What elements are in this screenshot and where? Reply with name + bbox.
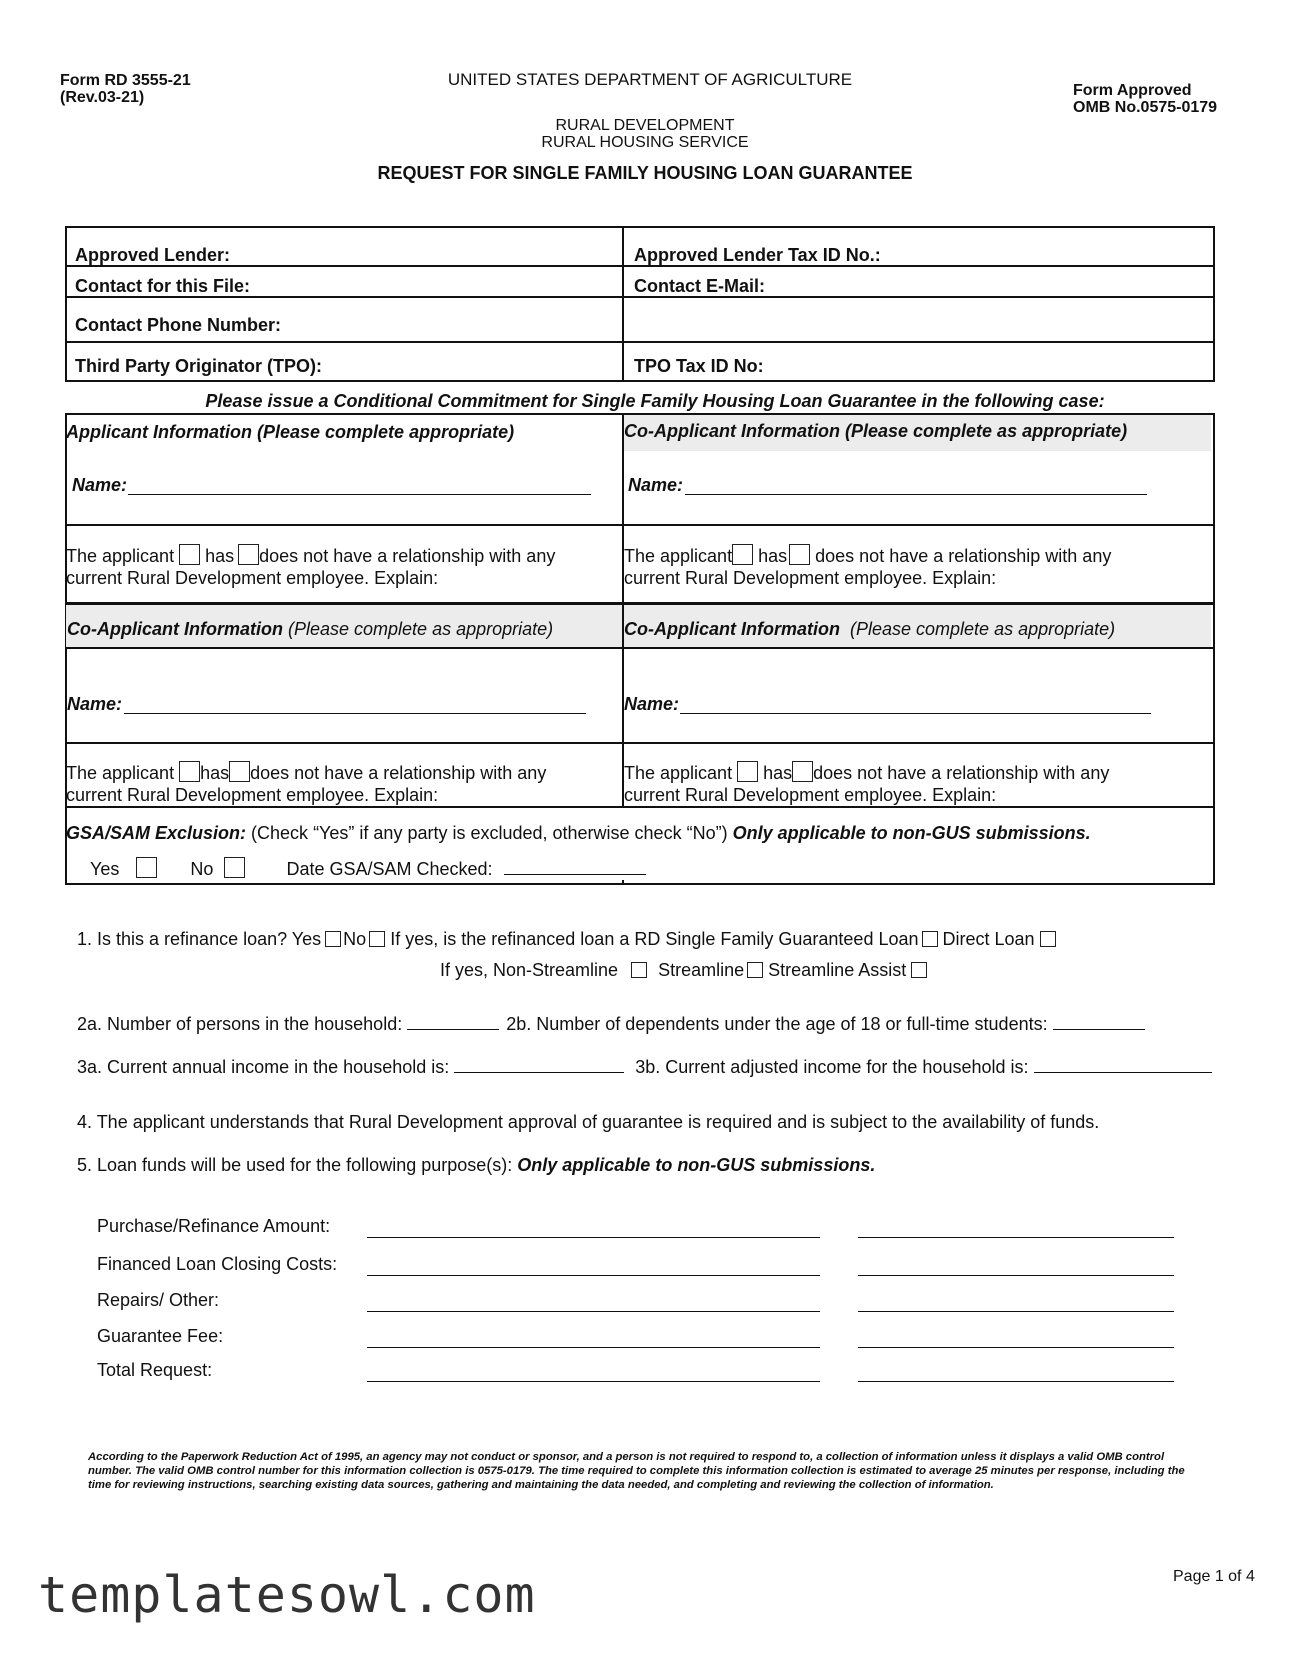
applicant-relationship bbox=[66, 544, 555, 589]
rel-has-label: has bbox=[758, 546, 788, 566]
question-4: 4. The applicant understands that Rural Development approval of guarantee is required and is subject to the availability of funds. bbox=[77, 1112, 1100, 1132]
coapplicant2-relationship bbox=[66, 761, 546, 806]
rel-has-checkbox[interactable] bbox=[732, 544, 753, 565]
omb-number: OMB No.0575-0179 bbox=[1073, 99, 1218, 116]
gsa-yes-label: Yes bbox=[90, 859, 120, 879]
purpose-purchase-field[interactable] bbox=[367, 1237, 820, 1238]
question-3 bbox=[77, 1057, 1212, 1078]
rel-has-checkbox[interactable] bbox=[179, 761, 200, 782]
row-line bbox=[65, 647, 1213, 649]
q1-sfh-label: If yes, is the refinanced loan a RD Single Family Guaranteed Loan bbox=[390, 929, 919, 949]
purpose-closing-field[interactable] bbox=[367, 1275, 820, 1276]
q2b-field[interactable] bbox=[1053, 1029, 1145, 1030]
form-number: Form RD 3555-21 bbox=[60, 72, 191, 89]
purpose-purchase-label: Purchase/Refinance Amount: bbox=[97, 1216, 331, 1236]
q3a-label: 3a. Current annual income in the household is: bbox=[77, 1057, 450, 1077]
watermark: templatesowl.com bbox=[38, 1566, 536, 1624]
purpose-purchase-field-2[interactable] bbox=[858, 1237, 1174, 1238]
purpose-repairs-field-2[interactable] bbox=[858, 1311, 1174, 1312]
q1-nonstreamline-checkbox[interactable] bbox=[631, 962, 647, 978]
rel-explain: current Rural Development employee. Explain: bbox=[624, 785, 997, 805]
rel-does-not-checkbox[interactable] bbox=[229, 761, 250, 782]
coapplicant-name-field[interactable] bbox=[685, 494, 1147, 495]
coapplicant2-name-label: Name: bbox=[67, 694, 123, 714]
tpo-tax-id-label: TPO Tax ID No: bbox=[634, 356, 764, 376]
gsa-applicable: Only applicable to non-GUS submissions. bbox=[732, 823, 1091, 843]
q1-assist-checkbox[interactable] bbox=[911, 962, 927, 978]
coapplicant2-header bbox=[67, 619, 553, 640]
approved-lender-label: Approved Lender: bbox=[75, 245, 231, 265]
question-2 bbox=[77, 1014, 1145, 1035]
q1-text: 1. Is this a refinance loan? Yes bbox=[77, 929, 322, 949]
coapplicant3-relationship bbox=[624, 761, 1109, 806]
purpose-total-field[interactable] bbox=[367, 1381, 820, 1382]
rel-does-not-label: does not have a relationship with any bbox=[815, 546, 1112, 566]
q1-no-checkbox[interactable] bbox=[369, 931, 385, 947]
applicant-name-field[interactable] bbox=[128, 494, 591, 495]
rel-explain: current Rural Development employee. Explain: bbox=[624, 568, 997, 588]
rel-does-not-checkbox[interactable] bbox=[789, 544, 810, 565]
q5-note: Only applicable to non-GUS submissions. bbox=[517, 1155, 876, 1175]
coapplicant-name-label: Name: bbox=[628, 475, 684, 495]
q1-yes-checkbox[interactable] bbox=[325, 931, 341, 947]
lender-tax-id-label: Approved Lender Tax ID No.: bbox=[634, 245, 881, 265]
purpose-fee-label: Guarantee Fee: bbox=[97, 1326, 224, 1346]
q3b-label: 3b. Current adjusted income for the household is: bbox=[635, 1057, 1029, 1077]
purpose-total-field-2[interactable] bbox=[858, 1381, 1174, 1382]
page-number: Page 1 of 4 bbox=[1173, 1568, 1255, 1585]
rel-has-checkbox[interactable] bbox=[737, 761, 758, 782]
question-1 bbox=[77, 929, 1056, 950]
row-line bbox=[65, 524, 1213, 526]
gsa-no-label: No bbox=[190, 859, 214, 879]
rel-does-not-label: does not have a relationship with any bbox=[259, 546, 556, 566]
gsa-label: GSA/SAM Exclusion: bbox=[66, 823, 247, 843]
rel-does-not-checkbox[interactable] bbox=[792, 761, 813, 782]
coapplicant2-name-field[interactable] bbox=[124, 713, 586, 714]
coapplicant-header: Co-Applicant Information (Please complete as appropriate) bbox=[624, 421, 1128, 441]
q2b-label: 2b. Number of dependents under the age of 18 or full-time students: bbox=[506, 1014, 1048, 1034]
co-header-bold: Co-Applicant Information bbox=[67, 619, 283, 639]
lender-row-line bbox=[65, 341, 1213, 343]
gsa-no-checkbox[interactable] bbox=[224, 857, 245, 878]
applicant-header: Applicant Information (Please complete appropriate) bbox=[66, 422, 515, 442]
rel-does-not-checkbox[interactable] bbox=[238, 544, 259, 565]
question-5 bbox=[77, 1155, 875, 1176]
rel-does-not-label: does not have a relationship with any bbox=[813, 763, 1110, 783]
lender-divider bbox=[622, 226, 624, 380]
rel-does-not-label: does not have a relationship with any bbox=[250, 763, 547, 783]
q1-streamline-checkbox[interactable] bbox=[747, 962, 763, 978]
rel-text: The applicant bbox=[66, 546, 175, 566]
q1-assist-label: Streamline Assist bbox=[768, 960, 907, 980]
paperwork-notice: According to the Paperwork Reduction Act of 1995, an agency may not conduct or sponsor, and a person is not required to respond to, a collection of information unless it displays a valid OMB control number. The valid OMB control number for this information collection is 0575-0179. The time required to complete this information collection is estimated to average 25 minutes per response, including the time for reviewing instructions, searching existing data sources, gathering and maintaining the data needed, and completing and reviewing the collection of information. bbox=[88, 1451, 1185, 1491]
gsa-row bbox=[66, 823, 1091, 844]
q3a-field[interactable] bbox=[454, 1072, 624, 1073]
row-line bbox=[65, 742, 1213, 744]
rel-explain: current Rural Development employee. Explain: bbox=[66, 568, 439, 588]
rel-text: The applicant bbox=[624, 763, 733, 783]
rel-has-label: has bbox=[763, 763, 793, 783]
q5-label: 5. Loan funds will be used for the following purpose(s): bbox=[77, 1155, 513, 1175]
rel-text: The applicant bbox=[624, 546, 733, 566]
coapplicant-relationship bbox=[624, 544, 1111, 589]
rel-has-label: has bbox=[200, 763, 230, 783]
applicant-name-label: Name: bbox=[72, 475, 128, 495]
department: UNITED STATES DEPARTMENT OF AGRICULTURE bbox=[447, 70, 853, 89]
q1-nonstreamline-label: If yes, Non-Streamline bbox=[440, 960, 619, 980]
purpose-repairs-label: Repairs/ Other: bbox=[97, 1290, 220, 1310]
rel-has-label: has bbox=[205, 546, 235, 566]
q1-direct-label: Direct Loan bbox=[942, 929, 1035, 949]
purpose-fee-field-2[interactable] bbox=[858, 1347, 1174, 1348]
coapplicant3-name-label: Name: bbox=[624, 694, 680, 714]
question-1-streamline bbox=[440, 960, 927, 981]
purpose-repairs-field[interactable] bbox=[367, 1311, 820, 1312]
gsa-date-label: Date GSA/SAM Checked: bbox=[286, 859, 493, 879]
q2a-field[interactable] bbox=[407, 1029, 499, 1030]
co-header-rest: (Please complete as appropriate) bbox=[850, 619, 1116, 639]
q1-no-label: No bbox=[343, 929, 367, 949]
page-title: REQUEST FOR SINGLE FAMILY HOUSING LOAN GUARANTEE bbox=[377, 163, 913, 183]
gsa-date-field[interactable] bbox=[504, 874, 646, 875]
purpose-fee-field[interactable] bbox=[367, 1347, 820, 1348]
agency-line1: RURAL DEVELOPMENT bbox=[555, 117, 735, 134]
gsa-options bbox=[90, 857, 646, 880]
co-header-bold: Co-Applicant Information bbox=[624, 619, 840, 639]
agency-line2: RURAL HOUSING SERVICE bbox=[541, 134, 749, 151]
q1-direct-checkbox[interactable] bbox=[1040, 931, 1056, 947]
rel-explain: current Rural Development employee. Explain: bbox=[66, 785, 439, 805]
row-line bbox=[65, 806, 1213, 808]
gsa-instruction: (Check “Yes” if any party is excluded, otherwise check “No”) bbox=[251, 823, 728, 843]
request-line: Please issue a Conditional Commitment for Single Family Housing Loan Guarantee in the following case: bbox=[205, 391, 1105, 411]
rel-text: The applicant bbox=[66, 763, 175, 783]
co-header-rest: (Please complete as appropriate) bbox=[288, 619, 554, 639]
contact-email-label: Contact E-Mail: bbox=[634, 276, 766, 296]
tpo-label: Third Party Originator (TPO): bbox=[75, 356, 323, 376]
q1-streamline-label: Streamline bbox=[658, 960, 745, 980]
purpose-total-label: Total Request: bbox=[97, 1360, 213, 1380]
contact-phone-label: Contact Phone Number: bbox=[75, 315, 282, 335]
q2a-label: 2a. Number of persons in the household: bbox=[77, 1014, 403, 1034]
coapplicant3-header bbox=[624, 619, 1115, 640]
coapplicant3-name-field[interactable] bbox=[680, 713, 1151, 714]
form-revision: (Rev.03-21) bbox=[60, 89, 145, 106]
rel-has-checkbox[interactable] bbox=[179, 544, 200, 565]
purpose-closing-label: Financed Loan Closing Costs: bbox=[97, 1254, 338, 1274]
q1-sfh-checkbox[interactable] bbox=[922, 931, 938, 947]
purpose-closing-field-2[interactable] bbox=[858, 1275, 1174, 1276]
form-approved: Form Approved bbox=[1073, 82, 1192, 99]
contact-label: Contact for this File: bbox=[75, 276, 250, 296]
q3b-field[interactable] bbox=[1034, 1072, 1212, 1073]
gsa-yes-checkbox[interactable] bbox=[136, 857, 157, 878]
